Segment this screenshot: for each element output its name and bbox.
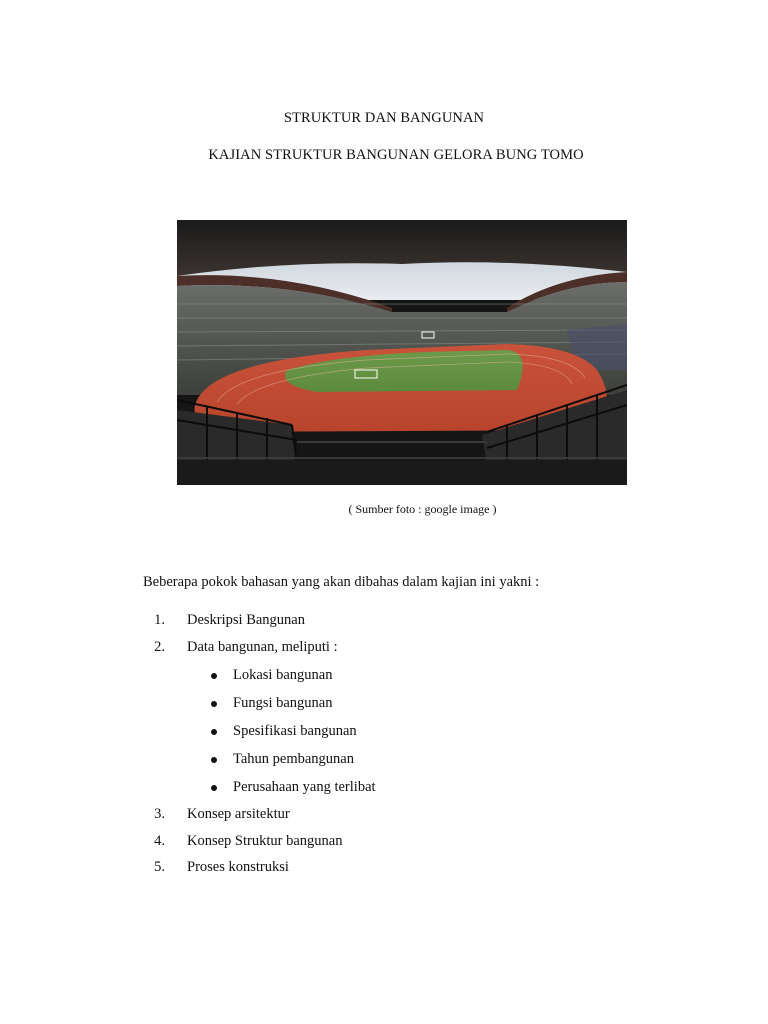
list-number: 4. <box>154 833 165 849</box>
bullet-icon <box>211 729 217 735</box>
list-label: Deskripsi Bangunan <box>187 612 305 628</box>
list-label: Data bangunan, meliputi : <box>187 639 338 655</box>
document-subtitle: KAJIAN STRUKTUR BANGUNAN GELORA BUNG TOMO <box>208 147 584 163</box>
list-number: 2. <box>154 639 165 655</box>
intro-paragraph: Beberapa pokok bahasan yang akan dibahas dalam kajian ini yakni : <box>143 574 540 590</box>
list-number: 3. <box>154 806 165 822</box>
bullet-icon <box>211 701 217 707</box>
sub-list-label: Spesifikasi bangunan <box>233 723 357 739</box>
list-number: 5. <box>154 859 165 875</box>
bullet-icon <box>211 757 217 763</box>
stadium-illustration <box>177 220 627 485</box>
photo-caption: ( Sumber foto : google image ) <box>348 502 497 516</box>
list-label: Konsep Struktur bangunan <box>187 833 343 849</box>
bullet-icon <box>211 673 217 679</box>
sub-list-label: Perusahaan yang terlibat <box>233 779 376 795</box>
sub-list-label: Lokasi bangunan <box>233 667 333 683</box>
stadium-photo <box>177 220 627 485</box>
sub-list-label: Fungsi bangunan <box>233 695 333 711</box>
list-label: Konsep arsitektur <box>187 806 290 822</box>
bullet-icon <box>211 785 217 791</box>
document-title: STRUKTUR DAN BANGUNAN <box>283 110 485 126</box>
sub-list-label: Tahun pembangunan <box>233 751 354 767</box>
list-label: Proses konstruksi <box>187 859 289 875</box>
list-number: 1. <box>154 612 165 628</box>
